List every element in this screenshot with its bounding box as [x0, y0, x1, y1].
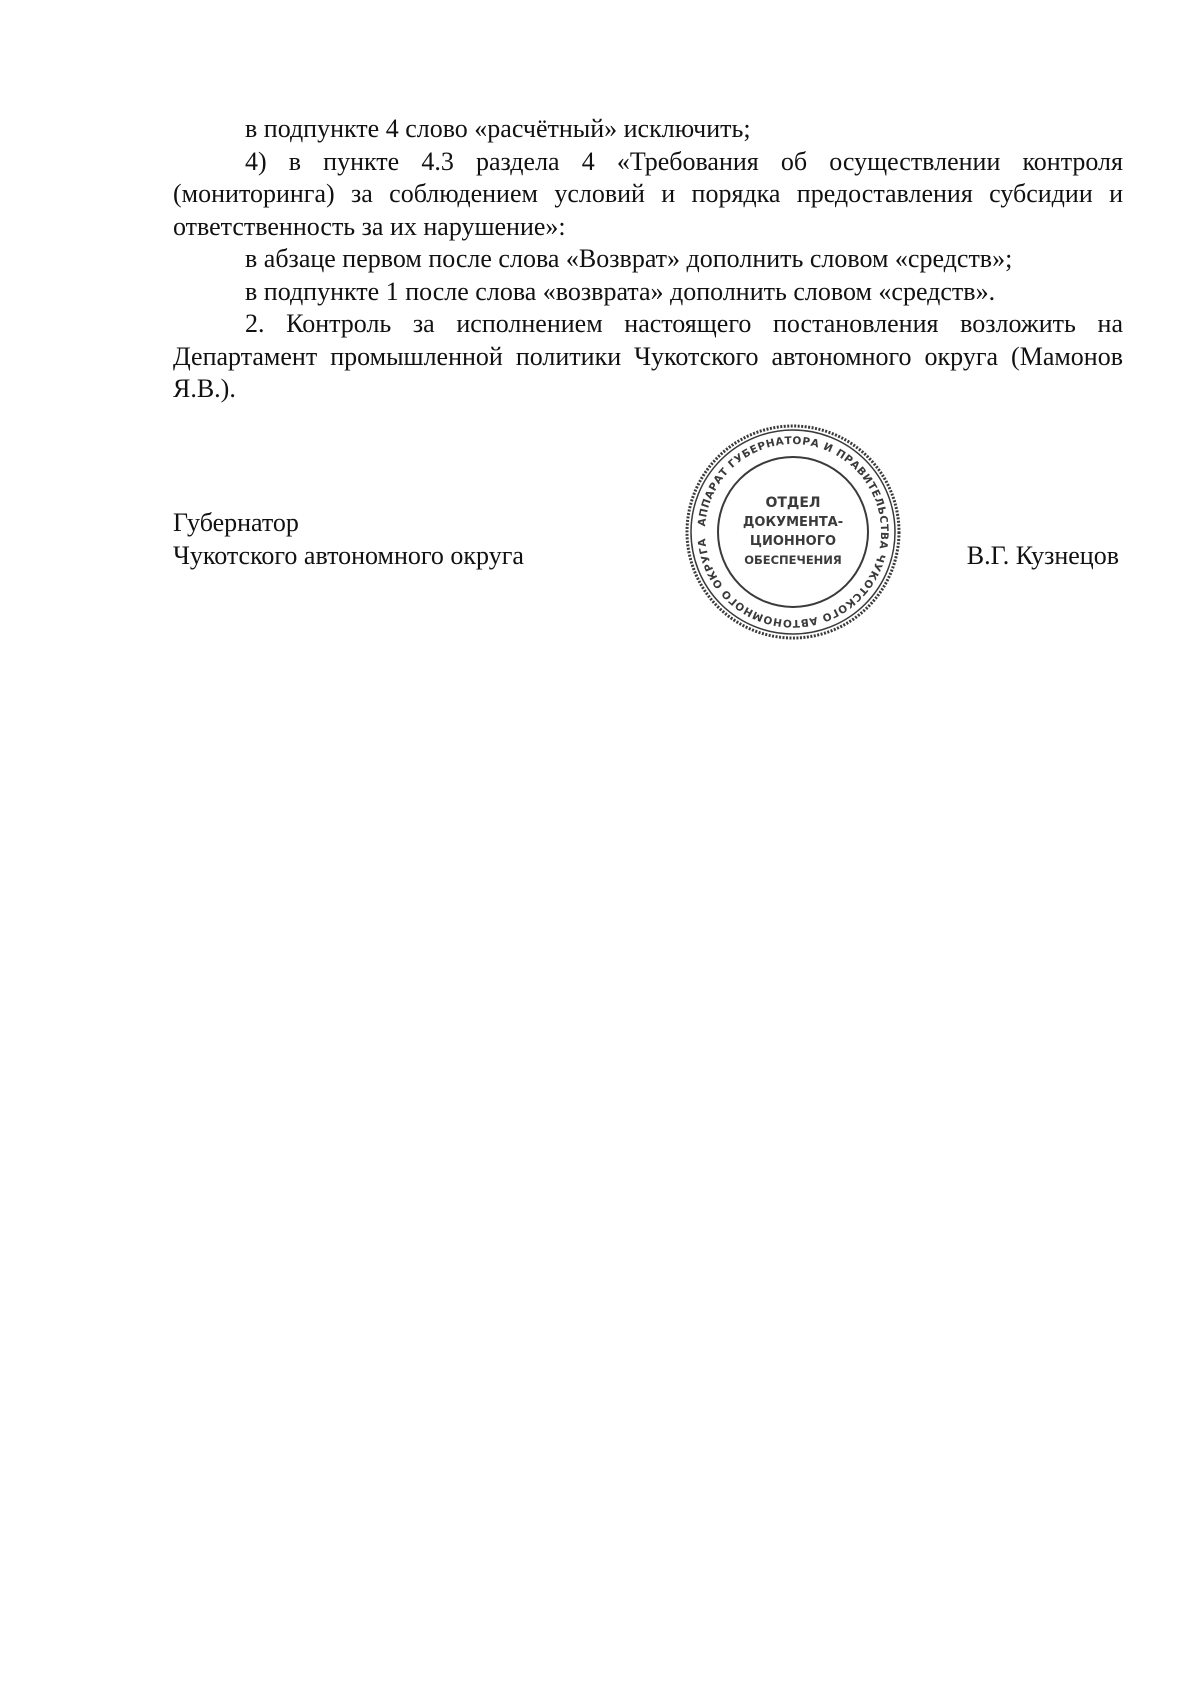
signature-title	[173, 506, 524, 572]
seal-center-line2: ДОКУМЕНТА-	[742, 515, 844, 530]
paragraph-item-4-3: 4) в пункте 4.3 раздела 4 «Требования об осуществлении контроля (мониторинга) за соблюдением условий и порядка предоставления субсидии и ответственность за их нарушение»:	[173, 146, 1123, 241]
seal-ring-text: АППАРАТ ГУБЕРНАТОРА И ПРАВИТЕЛЬСТВА ЧУКОТСКОГО АВТОНОМНОГО ОКРУГА	[696, 434, 891, 630]
paragraph-control: 2. Контроль за исполнением настоящего постановления возложить на Департамент промышленной политики Чукотского автономного округа (Мамонов Я.В.).	[173, 309, 1123, 403]
seal-graphic	[682, 421, 904, 643]
document-body	[173, 113, 1123, 406]
signature-title-line2: Чукотского автономного округа	[173, 541, 524, 570]
paragraph-subitem-1: в подпункте 1 после слова «возврата» дополнить словом «средств».	[245, 276, 996, 306]
seal-center-line3: ЦИОННОГО	[749, 534, 837, 549]
seal-outer-ring-inner	[691, 430, 895, 634]
official-seal-stamp	[682, 421, 904, 643]
signature-name: В.Г. Кузнецов	[966, 541, 1119, 570]
seal-inner-ring	[718, 457, 868, 607]
paragraph-first-abzac: в абзаце первом после слова «Возврат» дополнить словом «средств»;	[245, 244, 1013, 273]
paragraph-subitem-4: в подпункте 4 слово «расчётный» исключить;	[245, 114, 751, 143]
seal-center-line1: ОТДЕЛ	[765, 495, 821, 511]
signature-title-line1: Губернатор	[173, 508, 299, 537]
seal-center-line4: ОБЕСПЕЧЕНИЯ	[744, 553, 842, 567]
